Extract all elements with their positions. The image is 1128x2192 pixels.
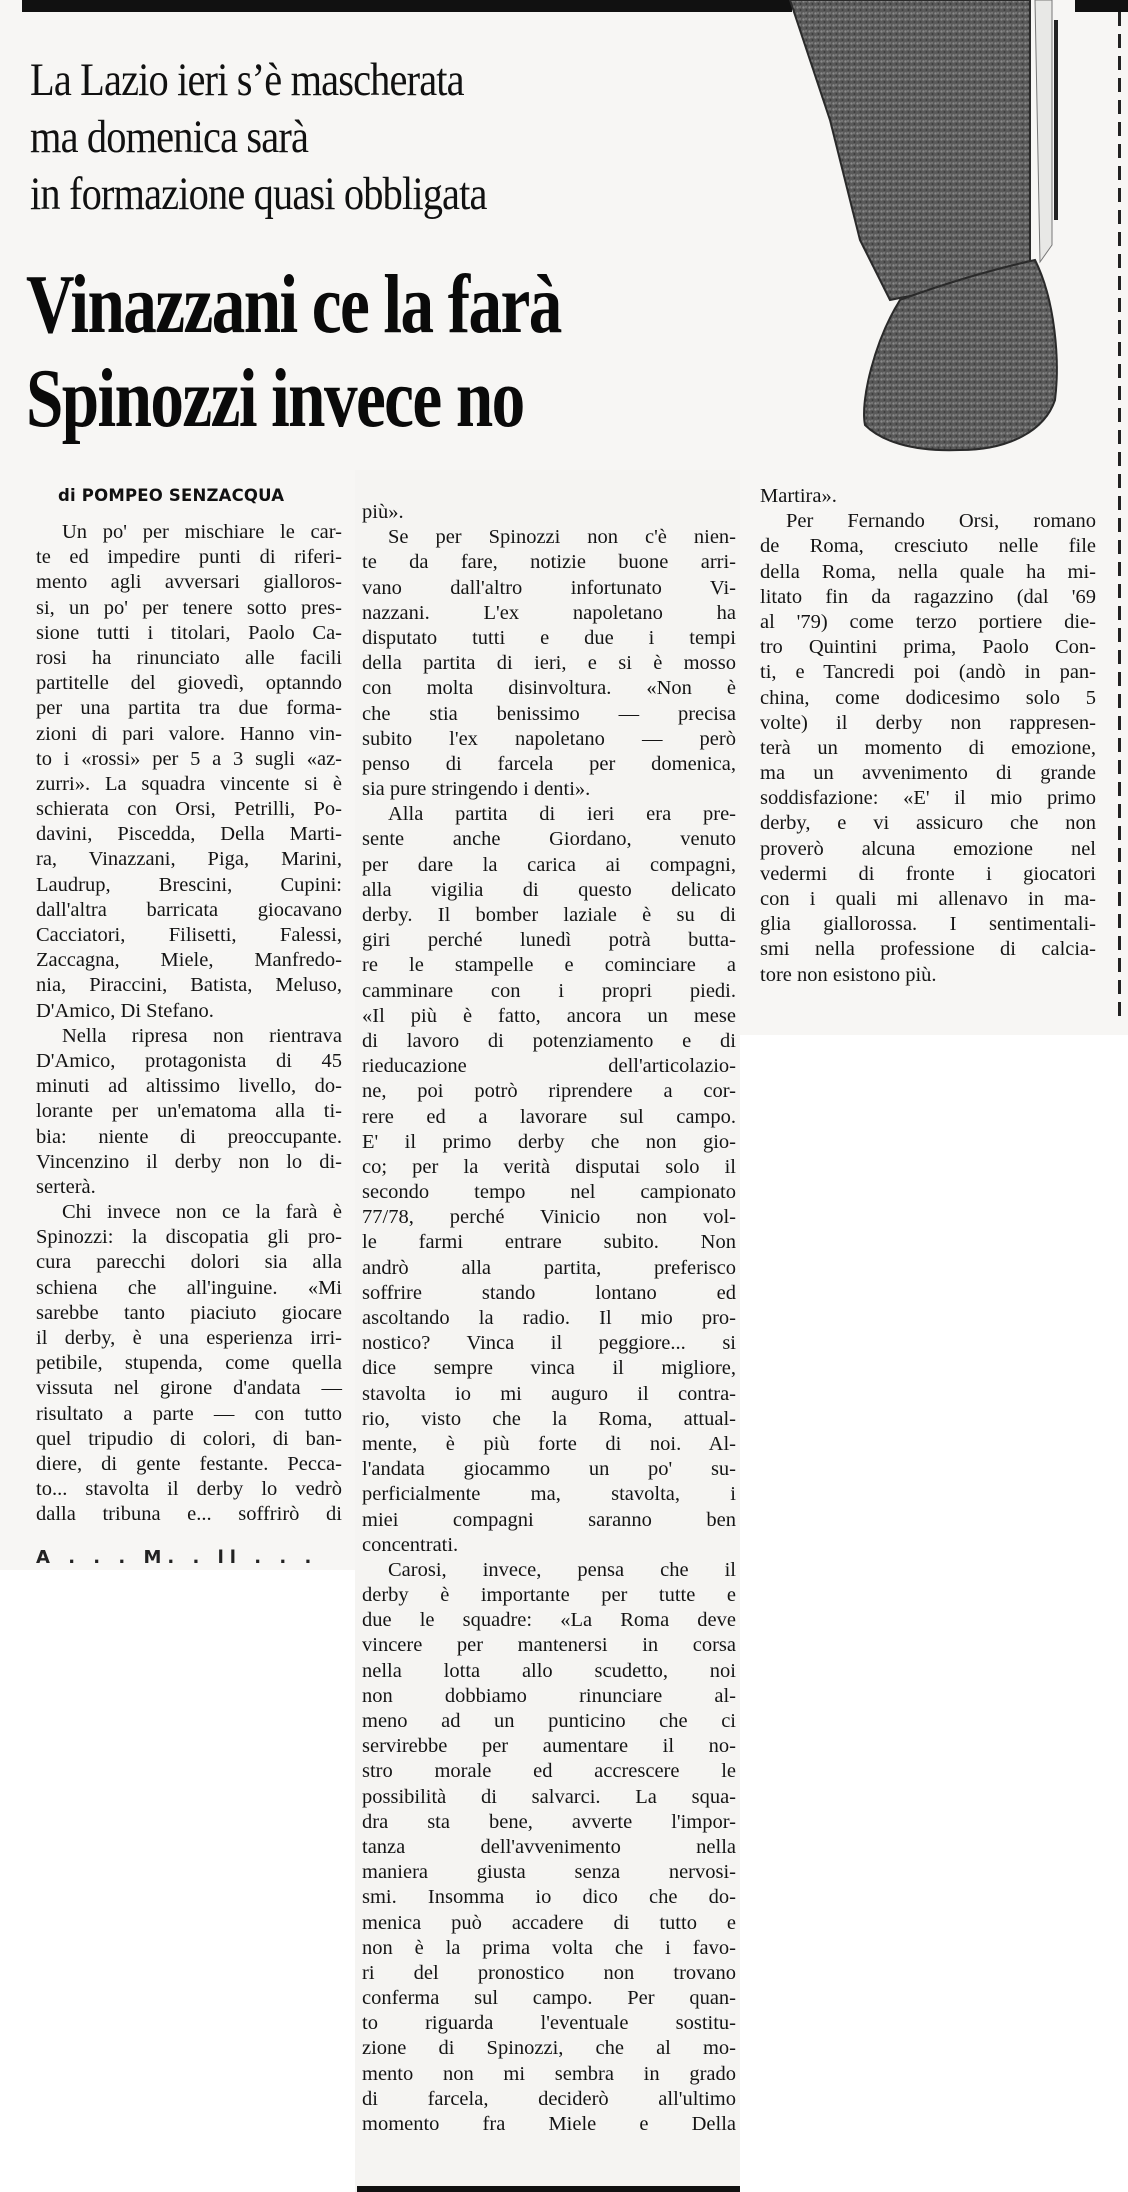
text-line: della partita di ieri, e si è mosso — [362, 652, 736, 675]
text-line: alla vigilia di questo delicato — [362, 878, 736, 901]
text-line: zurri». La squadra vincente si è — [36, 772, 342, 795]
article-column-3 — [760, 484, 1096, 988]
photo-trouser-leg — [790, 0, 1030, 300]
text-line: vissuta nel girone d'andata — — [36, 1377, 342, 1400]
text-line: sente anche Giordano, venuto — [362, 828, 736, 851]
text-line: ti, e Tancredi poi (andò in pan- — [760, 661, 1096, 684]
article-column-1 — [36, 520, 342, 1528]
text-line: te da fare, notizie buone arri- — [362, 551, 736, 574]
text-line: disputato tutti e due i tempi — [362, 626, 736, 649]
text-line: Carosi, invece, pensa che il — [388, 1558, 736, 1581]
photo-stripe — [1035, 0, 1052, 262]
text-line: le farmi entrare subito. Non — [362, 1231, 736, 1254]
text-line: Alla partita di ieri era pre- — [388, 803, 736, 826]
text-line: dalla tribuna e... soffrirò di — [36, 1503, 342, 1526]
text-line: to... stavolta il derby lo vedrò — [36, 1478, 342, 1501]
text-line: ma un avvenimento di grande — [760, 762, 1096, 785]
text-line: di lavoro di potenziamento e di — [362, 1029, 736, 1052]
column-divider-rule — [1118, 12, 1121, 1022]
text-line: «Il più è fatto, ancora un mese — [362, 1004, 736, 1027]
text-line: andrò alla partita, preferisco — [362, 1256, 736, 1279]
text-line: possibilità di salvarci. La squa- — [362, 1785, 736, 1808]
text-line: smi. Insomma io dico che do- — [362, 1886, 736, 1909]
text-line: co; per la verità disputai solo il — [362, 1155, 736, 1178]
text-line: Spinozzi: la discopatia gli pro- — [36, 1226, 342, 1249]
text-line: minuti ad altissimo livello, do- — [36, 1075, 342, 1098]
text-line: della Roma, nella quale ha mi- — [760, 560, 1096, 583]
text-line: to riguarda l'eventuale sostitu- — [362, 2012, 736, 2035]
text-line: sarebbe tanto piaciuto giocare — [36, 1301, 342, 1324]
text-line: Un po' per mischiare le car- — [62, 521, 342, 543]
text-line: quel tripudio di colori, di ban- — [36, 1427, 342, 1450]
text-line: mento non mi sembra in grado — [362, 2062, 736, 2085]
text-line: re le stampelle e cominciare a — [362, 954, 736, 977]
kicker — [30, 52, 487, 223]
text-line: tanza dell'avvenimento nella — [362, 1835, 736, 1858]
text-line: miei compagni saranno ben — [362, 1508, 736, 1531]
text-line: Nella ripresa non rientrava — [62, 1024, 342, 1047]
text-line: rosi ha rinunciato alle facili — [36, 646, 342, 669]
text-line: stro morale ed accrescere le — [362, 1760, 736, 1783]
text-line: stavolta io mi auguro il contra- — [362, 1382, 736, 1405]
text-line: perficialmente ma, stavolta, i — [362, 1483, 736, 1506]
text-line: china, come dodicesimo solo 5 — [760, 686, 1096, 709]
text-line: sione tutti i titolari, Paolo Ca- — [36, 621, 342, 644]
text-line: più». — [362, 501, 404, 523]
text-line: derby, e vi assicuro che non — [760, 812, 1096, 835]
text-line: derby. Il bomber laziale è su di — [362, 904, 736, 926]
text-line: terà un momento di emozione, — [760, 736, 1096, 759]
text-line: Cacciatori, Filisetti, Falessi, — [36, 924, 342, 946]
text-line: subito l'ex napoletano — però — [362, 727, 736, 750]
text-line: litato fin da ragazzino (dal '69 — [760, 585, 1096, 608]
text-line: penso di farcela per domenica, — [362, 752, 736, 775]
headline — [26, 258, 561, 446]
text-line: 77/78, perché Vinicio non vol- — [362, 1206, 736, 1229]
text-line: giri perché lunedì potrà butta- — [362, 929, 736, 952]
text-line: sia pure stringendo i denti». — [362, 778, 591, 801]
text-line: serterà. — [36, 1175, 96, 1198]
text-line: vedermi di fronte i giocatori — [760, 862, 1096, 885]
text-line: proverò alcuna emozione nel — [760, 837, 1096, 860]
text-line: volte) il derby non rappresen- — [760, 711, 1096, 734]
text-line: petibile, stupenda, come quella — [36, 1352, 342, 1375]
text-line: bia: niente di preoccupante. — [36, 1125, 342, 1148]
text-line: lorante per un'ematoma alla ti- — [36, 1100, 342, 1123]
text-line: diere, di gente festante. Pecca- — [36, 1452, 342, 1475]
text-line: che stia benissimo — precisa — [362, 702, 736, 725]
text-line: al '79) come terzo portiere die- — [760, 610, 1096, 633]
text-line: mente, è più forte di noi. Al- — [362, 1432, 736, 1455]
text-line: risultato a parte — con tutto — [36, 1402, 342, 1425]
top-rule-right — [1075, 0, 1128, 12]
text-line: vano dall'altro infortunato Vi- — [362, 576, 736, 599]
text-line: schiena che all'inguine. «Mi — [36, 1276, 342, 1299]
text-line: E' il primo derby che non gio- — [362, 1130, 736, 1153]
text-line: te ed impedire punti di riferi- — [36, 546, 342, 569]
text-line: conferma sul campo. Per quan- — [362, 1987, 736, 2010]
headline-line: Vinazzani ce la farà — [26, 258, 561, 351]
text-line: Per Fernando Orsi, romano — [786, 510, 1096, 533]
text-line: Martira». — [760, 485, 837, 507]
text-line: to i «rossi» per 5 a 3 sugli «az- — [36, 747, 342, 770]
text-line: Vincenzino il derby non lo di- — [36, 1150, 342, 1173]
text-line: D'Amico, Di Stefano. — [36, 999, 214, 1022]
text-line: rio, visto che la Roma, attual- — [362, 1407, 736, 1430]
text-line: ne, poi potrò riprendere a cor- — [362, 1080, 736, 1103]
text-line: servirebbe per aumentare il no- — [362, 1735, 736, 1758]
text-line: nazzani. L'ex napoletano ha — [362, 601, 736, 624]
text-line: derby è importante per tutte e — [362, 1584, 736, 1607]
text-line: nella lotta allo scudetto, noi — [362, 1659, 736, 1682]
text-line: zioni di pari valore. Hanno vin- — [36, 722, 342, 745]
truncated-line — [36, 1547, 336, 1568]
text-line: due le squadre: «La Roma deve — [362, 1609, 736, 1632]
text-line: secondo tempo nel campionato — [362, 1181, 736, 1204]
text-line: ra, Vinazzani, Piga, Marini, — [36, 848, 342, 871]
text-line: ri del pronostico non trovano — [362, 1961, 736, 1984]
text-line: soffrire stando lontano ed — [362, 1281, 736, 1304]
text-line: con molta disinvoltura. «Non è — [362, 677, 736, 700]
text-line: glia giallorossa. I sentimentali- — [760, 913, 1096, 936]
text-line: cura parecchi dolori sia alla — [36, 1251, 342, 1274]
text-line: camminare con i propri piedi. — [362, 979, 736, 1002]
text-line: D'Amico, protagonista di 45 — [36, 1049, 342, 1072]
text-line: partitelle del giovedì, optanndo — [36, 672, 342, 695]
text-line: per dare la carica ai compagni, — [362, 853, 736, 876]
text-line: mento agli avversari gialloros- — [36, 571, 342, 594]
truncated-line-text: A . . . M. . ll . . . — [36, 1547, 318, 1568]
text-line: davini, Piscedda, Della Marti- — [36, 823, 342, 846]
text-line: de Roma, cresciuto nelle file — [760, 535, 1096, 558]
bottom-rule — [357, 2186, 740, 2192]
text-line: dra sta bene, avverte l'impor- — [362, 1810, 736, 1833]
text-line: per una partita tra due forma- — [36, 697, 342, 720]
top-rule — [22, 0, 792, 12]
text-line: concentrati. — [362, 1533, 459, 1556]
text-line: non dobbiamo rinunciare al- — [362, 1684, 736, 1707]
kicker-line: ma domenica sarà — [30, 111, 309, 163]
text-line: zione di Spinozzi, che al mo- — [362, 2037, 736, 2060]
text-line: schierata con Orsi, Petrilli, Po- — [36, 798, 342, 821]
text-line: Zaccagna, Miele, Manfredo- — [36, 949, 342, 972]
text-line: non è la prima volta che i favo- — [362, 1936, 736, 1959]
text-line: ascoltando la radio. Il mio pro- — [362, 1307, 736, 1329]
text-line: maniera giusta senza nervosi- — [362, 1861, 736, 1884]
text-line: momento fra Miele e Della — [362, 2113, 736, 2135]
text-line: tore non esistono più. — [760, 963, 937, 986]
text-line: l'andata giocammo un po' su- — [362, 1458, 736, 1481]
text-line: Chi invece non ce la farà è — [62, 1201, 342, 1224]
text-line: con i quali mi allenavo in ma- — [760, 888, 1096, 910]
text-line: Se per Spinozzi non c'è nien- — [388, 526, 736, 549]
text-line: nia, Piraccini, Batista, Meluso, — [36, 974, 342, 997]
text-line: smi nella professione di calcia- — [760, 938, 1096, 961]
byline: di POMPEO SENZACQUA — [58, 486, 285, 505]
text-line: menica può accadere di tutto e — [362, 1911, 736, 1934]
kicker-line: La Lazio ieri s’è mascherata — [30, 54, 464, 106]
text-line: Laudrup, Brescini, Cupini: — [36, 873, 342, 896]
text-line: rere ed a lavorare sul campo. — [362, 1105, 736, 1128]
text-line: nostico? Vinca il peggiore... si — [362, 1332, 736, 1355]
headline-line: Spinozzi invece no — [26, 352, 524, 445]
article-column-2 — [362, 500, 736, 2137]
text-line: dice sempre vinca il migliore, — [362, 1357, 736, 1380]
text-line: tro Quintini prima, Paolo Con- — [760, 636, 1096, 659]
text-line: di farcela, deciderò all'ultimo — [362, 2087, 736, 2110]
kicker-line: in formazione quasi obbligata — [30, 168, 487, 220]
text-line: meno ad un punticino che ci — [362, 1710, 736, 1732]
text-line: il derby, è una esperienza irri- — [36, 1327, 342, 1349]
text-line: vincere per mantenersi in corsa — [362, 1634, 736, 1657]
text-line: dall'altra barricata giocavano — [36, 898, 342, 921]
text-line: rieducazione dell'articolazio- — [362, 1055, 736, 1078]
text-line: si, un po' per tenere sotto pres- — [36, 596, 342, 619]
photo-leg-boot — [790, 0, 1070, 455]
text-line: soddisfazione: «E' il mio primo — [760, 787, 1096, 810]
